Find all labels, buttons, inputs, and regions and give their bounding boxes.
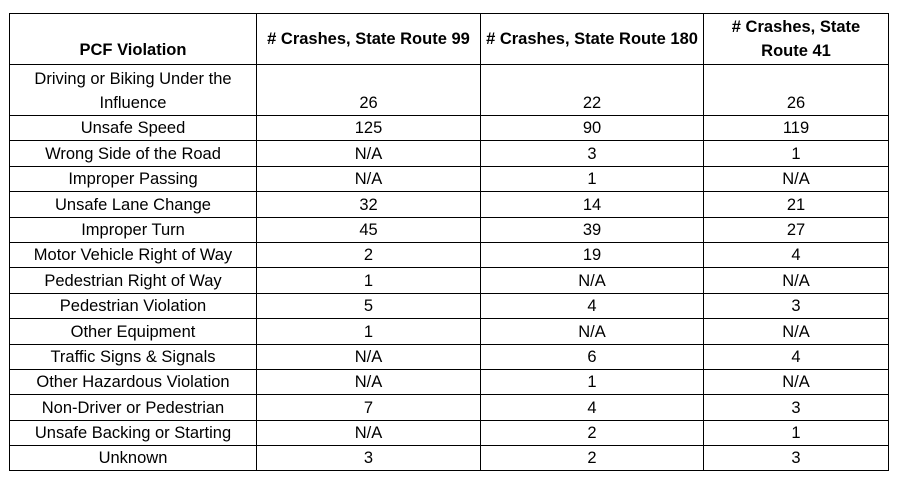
route-99-cell: 32 <box>257 192 481 217</box>
violation-cell: Traffic Signs & Signals <box>10 344 257 369</box>
table-row <box>10 166 889 191</box>
route-99-cell: N/A <box>257 344 481 369</box>
violation-cell: Unsafe Speed <box>10 116 257 141</box>
table-row <box>10 192 889 217</box>
violation-cell: Pedestrian Violation <box>10 293 257 318</box>
table-row <box>10 242 889 267</box>
route-180-cell: 19 <box>481 242 704 267</box>
route-41-cell: 26 <box>704 65 889 116</box>
route-41-cell: N/A <box>704 369 889 394</box>
route-180-cell: 14 <box>481 192 704 217</box>
route-180-cell: 6 <box>481 344 704 369</box>
route-180-cell: 2 <box>481 420 704 445</box>
route-99-cell: N/A <box>257 166 481 191</box>
violation-cell: Other Hazardous Violation <box>10 369 257 394</box>
route-99-cell: N/A <box>257 420 481 445</box>
pcf-violation-crash-table <box>9 13 889 471</box>
table-row <box>10 141 889 166</box>
route-99-cell: 3 <box>257 446 481 471</box>
table-row <box>10 65 889 116</box>
route-180-cell: 90 <box>481 116 704 141</box>
route-41-cell: 3 <box>704 446 889 471</box>
route-180-cell: 4 <box>481 395 704 420</box>
violation-cell: Driving or Biking Under the Influence <box>10 65 257 116</box>
table-body <box>10 65 889 471</box>
route-180-cell: 2 <box>481 446 704 471</box>
route-180-cell: 1 <box>481 369 704 394</box>
header-state-route-180: # Crashes, State Route 180 <box>481 14 704 65</box>
header-state-route-41: # Crashes, State Route 41 <box>704 14 889 65</box>
route-180-cell: 39 <box>481 217 704 242</box>
violation-cell: Pedestrian Right of Way <box>10 268 257 293</box>
route-41-cell: 4 <box>704 242 889 267</box>
route-41-cell: 21 <box>704 192 889 217</box>
violation-cell: Improper Turn <box>10 217 257 242</box>
route-99-cell: 5 <box>257 293 481 318</box>
violation-cell: Motor Vehicle Right of Way <box>10 242 257 267</box>
route-180-cell: 22 <box>481 65 704 116</box>
table-row <box>10 344 889 369</box>
table-row <box>10 369 889 394</box>
route-180-cell: 1 <box>481 166 704 191</box>
route-99-cell: 1 <box>257 268 481 293</box>
table-row <box>10 293 889 318</box>
route-180-cell: N/A <box>481 268 704 293</box>
header-pcf-violation: PCF Violation <box>10 14 257 65</box>
route-41-cell: 119 <box>704 116 889 141</box>
route-41-cell: 27 <box>704 217 889 242</box>
route-41-cell: 3 <box>704 395 889 420</box>
route-41-cell: N/A <box>704 319 889 344</box>
route-99-cell: 2 <box>257 242 481 267</box>
route-99-cell: 26 <box>257 65 481 116</box>
route-41-cell: 4 <box>704 344 889 369</box>
route-99-cell: 45 <box>257 217 481 242</box>
table-row <box>10 319 889 344</box>
table-row <box>10 217 889 242</box>
route-41-cell: N/A <box>704 166 889 191</box>
table-header <box>10 14 889 65</box>
route-180-cell: N/A <box>481 319 704 344</box>
table-row <box>10 395 889 420</box>
header-state-route-99: # Crashes, State Route 99 <box>257 14 481 65</box>
header-row <box>10 14 889 65</box>
route-41-cell: 1 <box>704 141 889 166</box>
route-99-cell: 125 <box>257 116 481 141</box>
violation-cell: Unknown <box>10 446 257 471</box>
table-row <box>10 268 889 293</box>
route-99-cell: N/A <box>257 141 481 166</box>
violation-cell: Unsafe Backing or Starting <box>10 420 257 445</box>
table-row <box>10 116 889 141</box>
violation-cell: Wrong Side of the Road <box>10 141 257 166</box>
route-41-cell: 3 <box>704 293 889 318</box>
route-180-cell: 4 <box>481 293 704 318</box>
route-99-cell: 1 <box>257 319 481 344</box>
violation-cell: Non-Driver or Pedestrian <box>10 395 257 420</box>
route-99-cell: 7 <box>257 395 481 420</box>
route-99-cell: N/A <box>257 369 481 394</box>
violation-cell: Unsafe Lane Change <box>10 192 257 217</box>
violation-cell: Other Equipment <box>10 319 257 344</box>
table-row <box>10 420 889 445</box>
table-row <box>10 446 889 471</box>
route-41-cell: N/A <box>704 268 889 293</box>
violation-cell: Improper Passing <box>10 166 257 191</box>
route-180-cell: 3 <box>481 141 704 166</box>
route-41-cell: 1 <box>704 420 889 445</box>
